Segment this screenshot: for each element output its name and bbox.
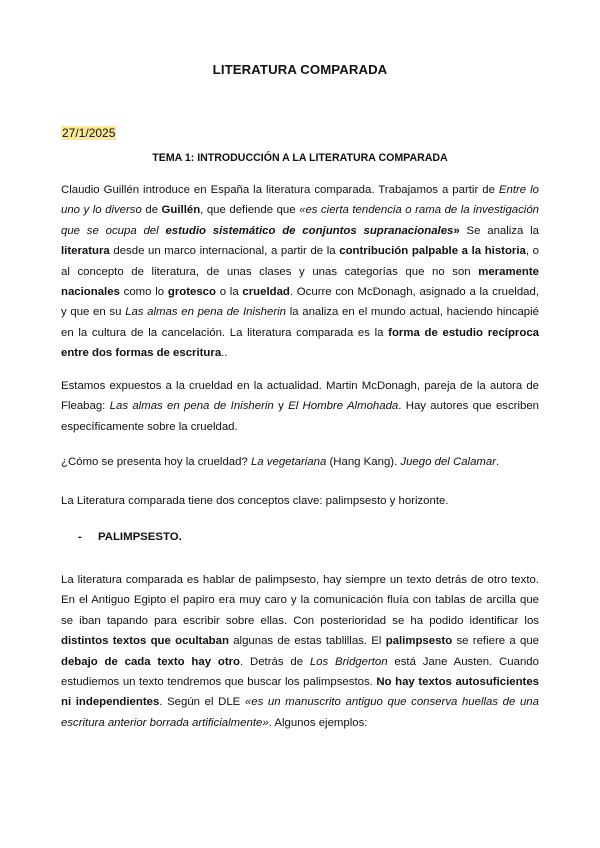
quote: «es un manuscrito antiguo que conserva huellas de una escritura anterior borrada artificialmente»: [61, 696, 539, 729]
text-run: Estamos expuestos a la crueldad en la actualidad. Martin McDonagh, pareja de la autora de Fleabag:: [61, 380, 539, 413]
work-title: La vegetariana: [250, 456, 327, 468]
text-run: (Hang Kang).: [326, 456, 401, 468]
emphasis: meramente nacionales: [61, 265, 539, 299]
text-run: La literatura comparada es hablar de palimpsesto, hay siempre un texto detrás de otro texto. En el Antiguo Egipto el papiro era muy caro y la comunicación fluía con tablas de arcilla que se iban tapando para escribir sobre ellas. Con posterioridad se ha podido identificar los: [61, 574, 539, 627]
emphasis: No hay textos autosuficientes ni independientes: [61, 676, 539, 709]
emphasis: contribución palpable a la historia: [339, 245, 526, 258]
text-run: se refiere a que: [452, 635, 539, 648]
author-name: Guillén: [161, 204, 201, 217]
emphasis: forma de estudio recíproca entre dos formas de escritura: [61, 326, 539, 360]
paragraph-palimpsest: [61, 570, 539, 733]
bullet-label: PALIMPSESTO.: [98, 531, 182, 543]
text-run: . Algunos ejemplos:: [268, 716, 368, 729]
text-run: de: [141, 204, 162, 217]
text-run: Se analiza la: [459, 224, 539, 237]
work-title: Las almas en pena de Inisherin: [125, 306, 287, 319]
paragraph-question: [61, 452, 539, 472]
paragraph-cruelty: [61, 376, 539, 437]
work-title: Los Bridgerton: [309, 655, 388, 668]
emphasis: crueldad: [242, 286, 290, 299]
emphasis: distintos textos que ocultaban: [61, 635, 229, 648]
text-run: La Literatura comparada tiene dos conceptos clave: palimpsesto y horizonte.: [61, 495, 449, 507]
work-title: Las almas en pena de Inisherin: [109, 400, 274, 413]
text-run: , o al concepto de literatura, de unas clases y unas categorías que no son: [61, 245, 539, 278]
text-run: . Ocurre con McDonagh, asignado a la crueldad, y que en su: [61, 286, 539, 319]
emphasis: palimpsesto: [385, 635, 453, 648]
text-run: desde un marco internacional, a partir de la: [109, 245, 340, 258]
text-run: y: [273, 400, 289, 413]
text-run: algunas de estas tablillas. El: [228, 635, 386, 648]
work-title: Juego del Calamar: [400, 456, 497, 468]
emphasis: debajo de cada texto hay otro: [61, 655, 241, 668]
text-run: está Jane Austen. Cuando estudiemos un texto tendremos que buscar los palimpsestos.: [61, 655, 539, 689]
section-heading: TEMA 1: INTRODUCCIÓN A LA LITERATURA COMPARADA: [152, 152, 448, 164]
text-run: la analiza en el mundo actual, haciendo hincapié en la cultura de la cancelación. La literatura comparada es la: [61, 306, 540, 339]
text-run: . Según el DLE: [159, 696, 245, 709]
emphasis: grotesco: [167, 286, 216, 299]
text-run: como lo: [119, 286, 168, 299]
bullet-palimpsest: [78, 531, 182, 543]
text-run: , que defiende que: [200, 204, 300, 217]
work-title: El Hombre Almohada: [288, 400, 399, 413]
book-title: Entre lo uno y lo diverso: [61, 184, 539, 217]
quote-emphasis: estudio sistemático de conjuntos supranacionales: [165, 224, 454, 237]
document-title: LITERATURA COMPARADA: [212, 62, 388, 77]
text-run: . Hay autores que escriben específicamente sobre la crueldad.: [61, 400, 540, 433]
paragraph-concepts: [61, 491, 539, 511]
text-run: ..: [221, 347, 228, 360]
text-run: .: [496, 456, 500, 468]
quote: «es cierta tendencia o rama de la investigación que se ocupa del: [61, 204, 540, 237]
text-run: ¿Cómo se presenta hoy la crueldad?: [61, 456, 251, 468]
date-highlight: 27/1/2025: [62, 126, 116, 140]
text-run: o la: [215, 286, 243, 299]
paragraph-intro: [61, 180, 539, 364]
emphasis: literatura: [61, 245, 110, 258]
bullet-dash: -: [78, 531, 82, 543]
quote-close: »: [453, 224, 460, 237]
text-run: . Detrás de: [240, 655, 310, 668]
text-run: Claudio Guillén introduce en España la literatura comparada. Trabajamos a partir de: [61, 184, 499, 196]
